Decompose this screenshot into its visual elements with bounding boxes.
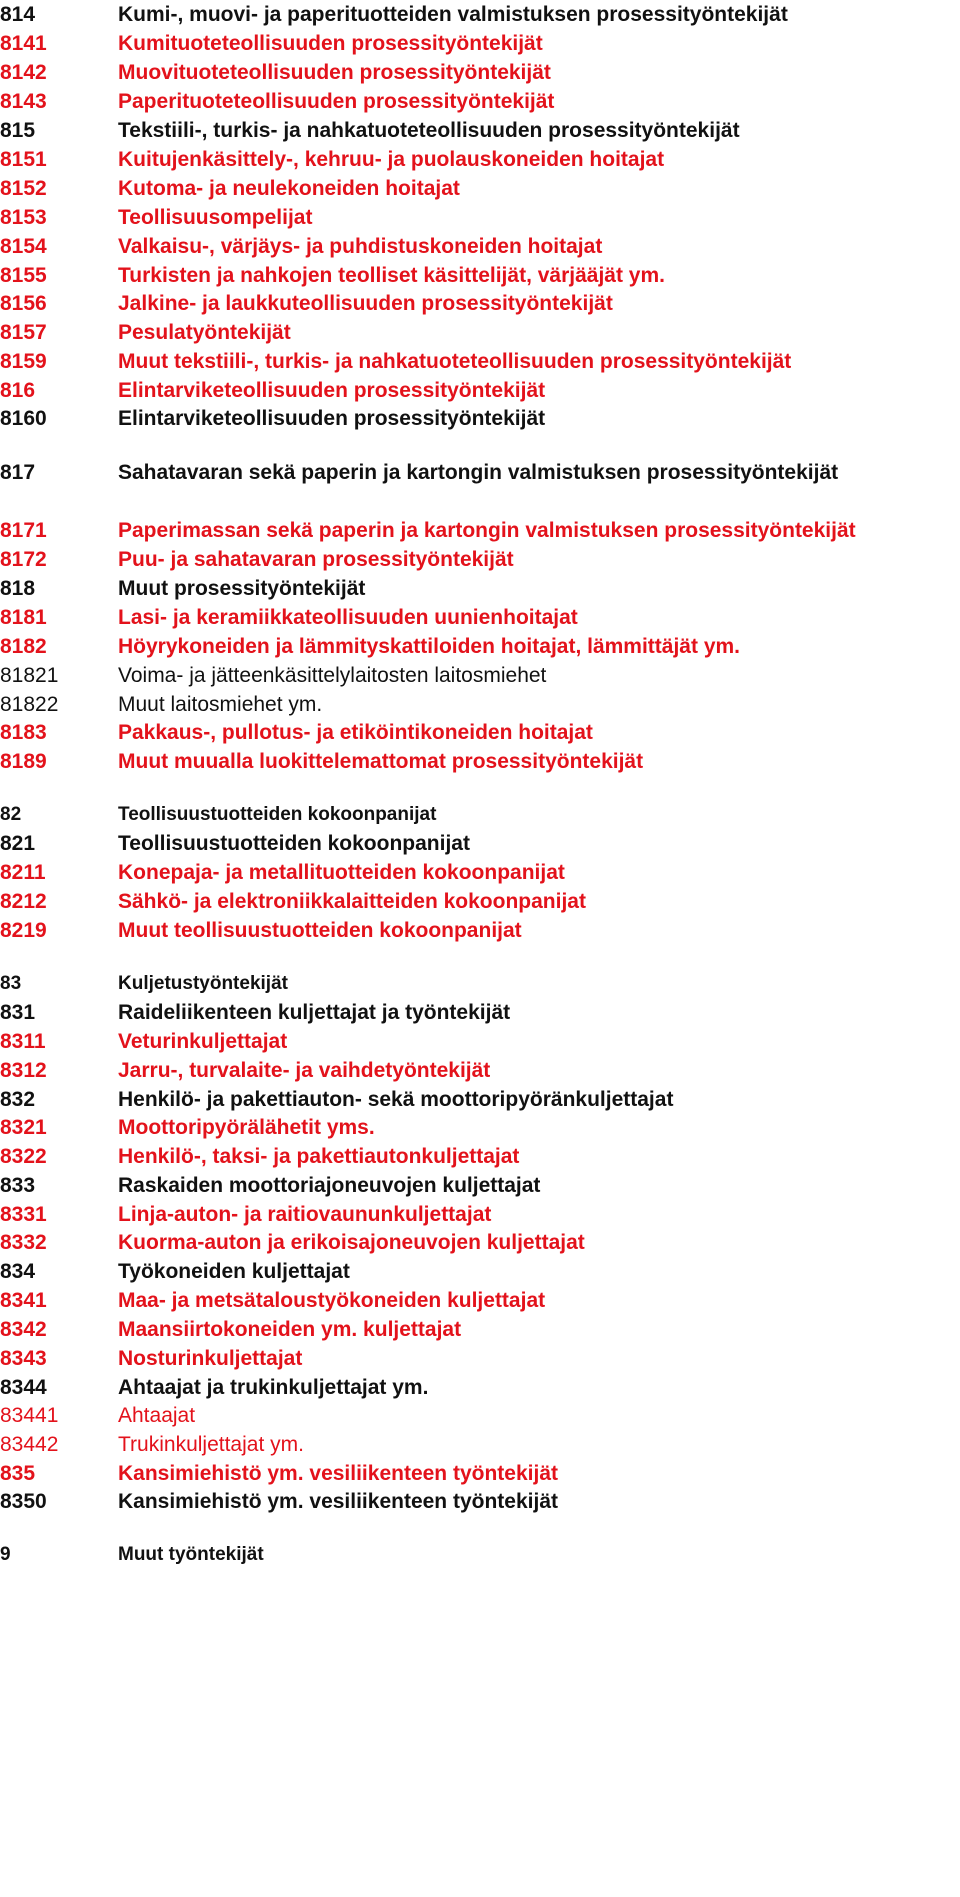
list-item — [0, 1540, 960, 1570]
occupation-code: 8143 — [0, 90, 47, 113]
list-item — [0, 690, 960, 720]
occupation-label: Paperimassan sekä paperin ja kartongin valmistuksen prosessityöntekijät — [118, 519, 856, 542]
occupation-code: 8171 — [0, 519, 47, 542]
occupation-label: Jalkine- ja laukkuteollisuuden prosessityöntekijät — [118, 292, 613, 315]
list-item — [0, 1401, 960, 1431]
list-item — [0, 747, 960, 777]
occupation-label: Elintarviketeollisuuden prosessityöntekijät — [118, 379, 546, 402]
occupation-label: Muut muualla luokittelemattomat prosessityöntekijät — [118, 750, 644, 773]
occupation-label: Konepaja- ja metallituotteiden kokoonpanijat — [118, 861, 565, 884]
list-item — [0, 516, 960, 546]
list-item — [0, 145, 960, 175]
list-item — [0, 458, 960, 488]
occupation-code: 8342 — [0, 1318, 47, 1341]
occupation-code: 834 — [0, 1260, 36, 1283]
list-item — [0, 1430, 960, 1460]
list-item — [0, 1113, 960, 1143]
occupation-code: 815 — [0, 119, 36, 142]
list-item — [0, 603, 960, 633]
occupation-label: Moottoripyörälähetit yms. — [118, 1116, 375, 1139]
occupation-code: 8312 — [0, 1059, 47, 1082]
occupation-code: 835 — [0, 1462, 36, 1485]
list-item — [0, 87, 960, 117]
occupation-code: 833 — [0, 1174, 36, 1197]
list-item — [0, 232, 960, 262]
occupation-label: Ahtaajat ja trukinkuljettajat ym. — [118, 1376, 429, 1399]
list-item — [0, 404, 960, 434]
occupation-code: 8219 — [0, 919, 47, 942]
occupation-code: 8322 — [0, 1145, 47, 1168]
list-item — [0, 116, 960, 146]
occupation-label: Kuljetustyöntekijät — [118, 973, 288, 994]
occupation-label: Raideliikenteen kuljettajat ja työntekijät — [118, 1001, 511, 1024]
occupation-label: Tekstiili-, turkis- ja nahkatuoteteollisuuden prosessityöntekijät — [118, 119, 740, 142]
list-item — [0, 29, 960, 59]
occupation-label: Elintarviketeollisuuden prosessityöntekijät — [118, 407, 546, 430]
list-item — [0, 58, 960, 88]
occupation-label: Sähkö- ja elektroniikkalaitteiden kokoonpanijat — [118, 890, 586, 913]
occupation-code: 814 — [0, 3, 36, 26]
list-item — [0, 347, 960, 377]
occupation-code: 82 — [0, 804, 22, 825]
occupation-code: 8154 — [0, 235, 47, 258]
occupation-label: Kumituoteteollisuuden prosessityöntekijät — [118, 32, 543, 55]
occupation-label: Voima- ja jätteenkäsittelylaitosten laitosmiehet — [118, 664, 547, 687]
occupation-label: Veturinkuljettajat — [118, 1030, 288, 1053]
occupation-label: Nosturinkuljettajat — [118, 1347, 303, 1370]
occupation-label: Muut laitosmiehet ym. — [118, 693, 323, 716]
occupation-code: 8141 — [0, 32, 47, 55]
occupation-code: 8152 — [0, 177, 47, 200]
occupation-label: Työkoneiden kuljettajat — [118, 1260, 350, 1283]
occupation-code: 8350 — [0, 1490, 47, 1513]
occupation-code: 832 — [0, 1088, 36, 1111]
occupation-code: 8183 — [0, 721, 47, 744]
occupation-label: Teollisuustuotteiden kokoonpanijat — [118, 804, 437, 825]
occupation-label: Kuitujenkäsittely-, kehruu- ja puolauskoneiden hoitajat — [118, 148, 665, 171]
occupation-code: 9 — [0, 1544, 11, 1565]
occupation-code: 8212 — [0, 890, 47, 913]
occupation-label: Pesulatyöntekijät — [118, 321, 291, 344]
list-item — [0, 289, 960, 319]
list-item — [0, 887, 960, 917]
occupation-label: Henkilö-, taksi- ja pakettiautonkuljettajat — [118, 1145, 520, 1168]
list-item — [0, 174, 960, 204]
occupation-code: 8341 — [0, 1289, 47, 1312]
occupation-code: 8343 — [0, 1347, 47, 1370]
occupation-code: 8344 — [0, 1376, 47, 1399]
list-item — [0, 1487, 960, 1517]
occupation-code: 8153 — [0, 206, 47, 229]
occupation-code: 83 — [0, 973, 22, 994]
list-item — [0, 545, 960, 575]
occupation-code: 83441 — [0, 1404, 59, 1427]
occupation-code: 81821 — [0, 664, 59, 687]
occupation-code: 8331 — [0, 1203, 47, 1226]
occupation-code: 8160 — [0, 407, 47, 430]
list-item — [0, 858, 960, 888]
occupation-label: Muut työntekijät — [118, 1544, 264, 1565]
list-item — [0, 0, 960, 30]
list-item — [0, 1085, 960, 1115]
occupation-label: Höyrykoneiden ja lämmityskattiloiden hoitajat, lämmittäjät ym. — [118, 635, 741, 658]
list-item — [0, 1142, 960, 1172]
list-item — [0, 969, 960, 999]
list-item — [0, 261, 960, 291]
occupation-code: 817 — [0, 461, 36, 484]
list-item — [0, 574, 960, 604]
occupation-code: 8157 — [0, 321, 47, 344]
occupation-code: 831 — [0, 1001, 36, 1024]
list-item — [0, 661, 960, 691]
occupation-label: Maansiirtokoneiden ym. kuljettajat — [118, 1318, 462, 1341]
occupation-code: 8311 — [0, 1030, 46, 1053]
list-item — [0, 718, 960, 748]
occupation-label: Muovituoteteollisuuden prosessityöntekijät — [118, 61, 551, 84]
occupation-label: Jarru-, turvalaite- ja vaihdetyöntekijät — [118, 1059, 491, 1082]
occupation-code: 83442 — [0, 1433, 59, 1456]
occupation-code: 8332 — [0, 1231, 47, 1254]
occupation-label: Paperituoteteollisuuden prosessityöntekijät — [118, 90, 555, 113]
list-item — [0, 1200, 960, 1230]
list-item — [0, 1257, 960, 1287]
occupation-label: Kansimiehistö ym. vesiliikenteen työntekijät — [118, 1462, 558, 1485]
occupation-label: Teollisuustuotteiden kokoonpanijat — [118, 832, 470, 855]
occupation-label: Kuorma-auton ja erikoisajoneuvojen kuljettajat — [118, 1231, 585, 1254]
occupation-label: Muut teollisuustuotteiden kokoonpanijat — [118, 919, 522, 942]
occupation-label: Lasi- ja keramiikkateollisuuden uunienhoitajat — [118, 606, 578, 629]
occupation-code: 8321 — [0, 1116, 47, 1139]
list-item — [0, 916, 960, 946]
occupation-code: 8156 — [0, 292, 47, 315]
occupation-code: 818 — [0, 577, 36, 600]
occupation-code: 8172 — [0, 548, 47, 571]
occupation-code: 8151 — [0, 148, 47, 171]
list-item — [0, 1056, 960, 1086]
list-item — [0, 998, 960, 1028]
list-item — [0, 1315, 960, 1345]
list-item — [0, 1344, 960, 1374]
occupation-label: Puu- ja sahatavaran prosessityöntekijät — [118, 548, 514, 571]
list-item — [0, 1027, 960, 1057]
occupation-label: Sahatavaran sekä paperin ja kartongin valmistuksen prosessityöntekijät — [118, 461, 839, 484]
list-item — [0, 203, 960, 233]
occupation-label: Muut tekstiili-, turkis- ja nahkatuoteteollisuuden prosessityöntekijät — [118, 350, 792, 373]
occupation-label: Turkisten ja nahkojen teolliset käsittelijät, värjääjät ym. — [118, 264, 665, 287]
occupation-label: Linja-auton- ja raitiovaununkuljettajat — [118, 1203, 492, 1226]
occupation-label: Maa- ja metsätaloustyökoneiden kuljettajat — [118, 1289, 546, 1312]
occupation-label: Ahtaajat — [118, 1404, 196, 1427]
occupation-code: 8142 — [0, 61, 47, 84]
occupation-label: Trukinkuljettajat ym. — [118, 1433, 304, 1456]
list-item — [0, 1286, 960, 1316]
occupation-code: 821 — [0, 832, 36, 855]
list-item — [0, 632, 960, 662]
occupation-code: 8182 — [0, 635, 47, 658]
occupation-code: 8155 — [0, 264, 47, 287]
occupation-label: Kutoma- ja neulekoneiden hoitajat — [118, 177, 460, 200]
occupation-code: 81822 — [0, 693, 59, 716]
list-item — [0, 1171, 960, 1201]
list-item — [0, 829, 960, 859]
occupation-label: Henkilö- ja pakettiauton- sekä moottoripyöränkuljettajat — [118, 1088, 674, 1111]
occupation-code: 8189 — [0, 750, 47, 773]
list-item — [0, 1228, 960, 1258]
occupation-code: 8181 — [0, 606, 47, 629]
list-item — [0, 1373, 960, 1403]
occupation-label: Kansimiehistö ym. vesiliikenteen työntekijät — [118, 1490, 558, 1513]
occupation-label: Valkaisu-, värjäys- ja puhdistuskoneiden hoitajat — [118, 235, 603, 258]
occupation-label: Raskaiden moottoriajoneuvojen kuljettajat — [118, 1174, 541, 1197]
occupation-label: Muut prosessityöntekijät — [118, 577, 366, 600]
list-item — [0, 318, 960, 348]
list-item — [0, 376, 960, 406]
occupation-code: 816 — [0, 379, 36, 402]
occupation-code: 8211 — [0, 861, 46, 884]
occupation-label: Kumi-, muovi- ja paperituotteiden valmistuksen prosessityöntekijät — [118, 3, 788, 26]
occupation-label: Pakkaus-, pullotus- ja etiköintikoneiden hoitajat — [118, 721, 593, 744]
occupation-label: Teollisuusompelijat — [118, 206, 313, 229]
list-item — [0, 1459, 960, 1489]
list-item — [0, 800, 960, 830]
occupation-code: 8159 — [0, 350, 47, 373]
